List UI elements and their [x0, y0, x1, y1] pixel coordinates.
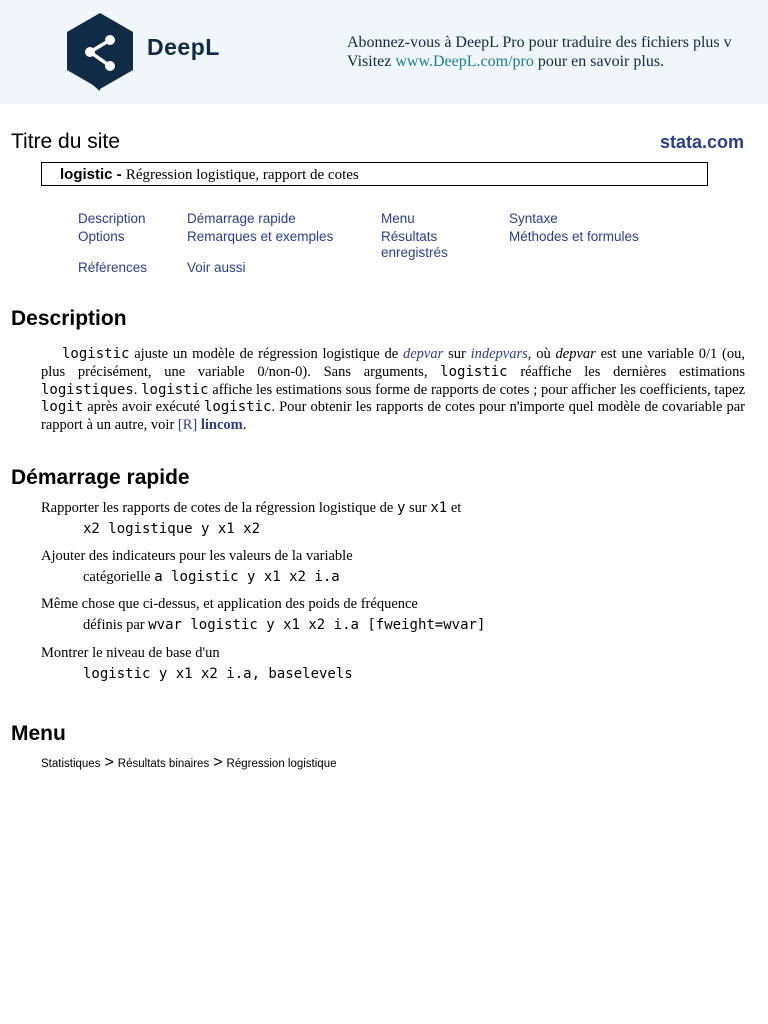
toc-remarks-link[interactable]: Remarques et exemples	[187, 229, 334, 244]
toc-syntax-link[interactable]: Syntaxe	[509, 211, 558, 226]
desc-text: après avoir exécuté	[83, 399, 204, 416]
desc-text: réaffiche les dernières estimations	[507, 363, 745, 380]
desc-text: ajuste un modèle de régression logistique de	[129, 346, 403, 362]
desc-text: affiche les estimations sous forme de rapports de cotes ; pour afficher les coefficients, tapez	[208, 381, 746, 398]
quick-start-code	[41, 568, 353, 586]
quick-start-text: Ajouter des indicateurs pour les valeurs de la variable	[41, 548, 353, 564]
code-logistiques: logistiques	[41, 381, 134, 398]
qs-text: sur	[405, 500, 431, 516]
quick-start-text: Montrer le niveau de base d'un	[41, 645, 220, 661]
menu-heading: Menu	[11, 722, 66, 745]
command-name: logistic	[60, 166, 113, 183]
command-separator: -	[112, 166, 126, 183]
breadcrumb-logistic-regression: Régression logistique	[226, 758, 337, 770]
toc-also-see-link[interactable]: Voir aussi	[187, 260, 246, 275]
toc-methods-link[interactable]: Méthodes et formules	[509, 229, 639, 244]
qs-var: x1	[430, 500, 448, 516]
toc-stored-results-line2[interactable]: enregistrés	[381, 245, 448, 260]
command-title	[60, 166, 359, 184]
breadcrumb-statistics: Statistiques	[41, 758, 101, 770]
menu-breadcrumb	[41, 754, 337, 772]
description-heading: Description	[11, 307, 127, 330]
code-logistic: logistic	[204, 399, 272, 416]
promo-suffix: pour en savoir plus.	[533, 53, 665, 70]
breadcrumb-binary-outcomes: Résultats binaires	[117, 758, 210, 770]
qs-text: catégorielle	[83, 569, 155, 585]
desc-text: .	[242, 417, 247, 434]
deepl-logo-icon	[66, 12, 134, 92]
command-description: Régression logistique, rapport de cotes	[125, 167, 359, 183]
breadcrumb-separator: >	[213, 754, 223, 771]
quick-start-item	[41, 595, 485, 634]
code-logistic: logistic	[141, 381, 209, 398]
site-title: Titre du site	[11, 130, 120, 153]
deepl-logo-text: DeepL	[147, 34, 220, 60]
qs-text: définis par	[83, 617, 149, 633]
stata-link[interactable]: stata.com	[659, 132, 744, 152]
quick-start-code	[41, 665, 353, 683]
qs-text: et	[447, 500, 462, 516]
command-title-box	[41, 162, 708, 186]
code-logit: logit	[41, 399, 84, 416]
desc-text: . Pour obtenir les rapports de cotes pour n'importe quel modèle de covariable par rapport à un autre, voir	[41, 399, 745, 434]
quick-start-heading: Démarrage rapide	[11, 466, 190, 489]
toc-quick-start-link[interactable]: Démarrage rapide	[187, 211, 296, 226]
ref-command[interactable]: lincom	[200, 417, 243, 434]
quick-start-code	[41, 520, 461, 538]
quick-start-text	[41, 499, 461, 517]
quick-start-item	[41, 547, 353, 586]
deepl-promo	[347, 33, 732, 71]
toc-stored-results-link[interactable]	[381, 229, 448, 261]
quick-start-text: Même chose que ci-dessus, et application des poids de fréquence	[41, 596, 418, 612]
qs-text: Rapporter les rapports de cotes de la régression logistique de	[41, 500, 397, 516]
deepl-pro-link[interactable]: www.DeepL.com/pro	[395, 53, 534, 70]
qs-code: x2 logistique y x1 x2	[83, 521, 261, 537]
depvar-link[interactable]: depvar	[403, 346, 444, 362]
desc-text: .	[133, 381, 142, 398]
toc-description-link[interactable]: Description	[78, 211, 146, 226]
lincom-reference-link[interactable]	[178, 417, 243, 433]
qs-code: logistic y x1 x2 i.a, baselevels	[83, 666, 353, 682]
desc-text: est une variable 0/1 (ou, plus précisément, une variable 0/non-0). Sans arguments,	[41, 346, 745, 380]
code-logistic: logistic	[440, 363, 508, 380]
indepvars-link[interactable]: indepvars	[470, 346, 528, 362]
promo-line-2	[347, 52, 732, 71]
quick-start-code	[41, 616, 485, 634]
breadcrumb-separator: >	[104, 754, 114, 771]
qs-code: wvar logistic y x1 x2 i.a [fweight=wvar]	[148, 617, 486, 633]
toc-references-link[interactable]: Références	[78, 260, 148, 275]
quick-start-item	[41, 644, 353, 683]
ref-manual[interactable]: [R]	[177, 417, 198, 434]
promo-prefix: Visitez	[347, 53, 396, 70]
deepl-banner	[0, 0, 768, 104]
description-paragraph	[41, 346, 745, 435]
toc-menu-link[interactable]: Menu	[381, 211, 415, 226]
desc-text: sur	[443, 346, 471, 362]
quick-start-item	[41, 499, 461, 538]
desc-text: , où	[527, 346, 556, 362]
qs-code: a logistic y x1 x2 i.a	[154, 569, 340, 585]
toc-stored-results-line1[interactable]: Résultats	[381, 229, 438, 244]
qs-var: y	[396, 500, 406, 516]
code-logistic: logistic	[62, 346, 130, 362]
promo-line-1: Abonnez-vous à DeepL Pro pour traduire des fichiers plus v	[347, 34, 732, 51]
depvar-term: depvar	[555, 346, 596, 362]
toc-options-link[interactable]: Options	[78, 229, 125, 244]
